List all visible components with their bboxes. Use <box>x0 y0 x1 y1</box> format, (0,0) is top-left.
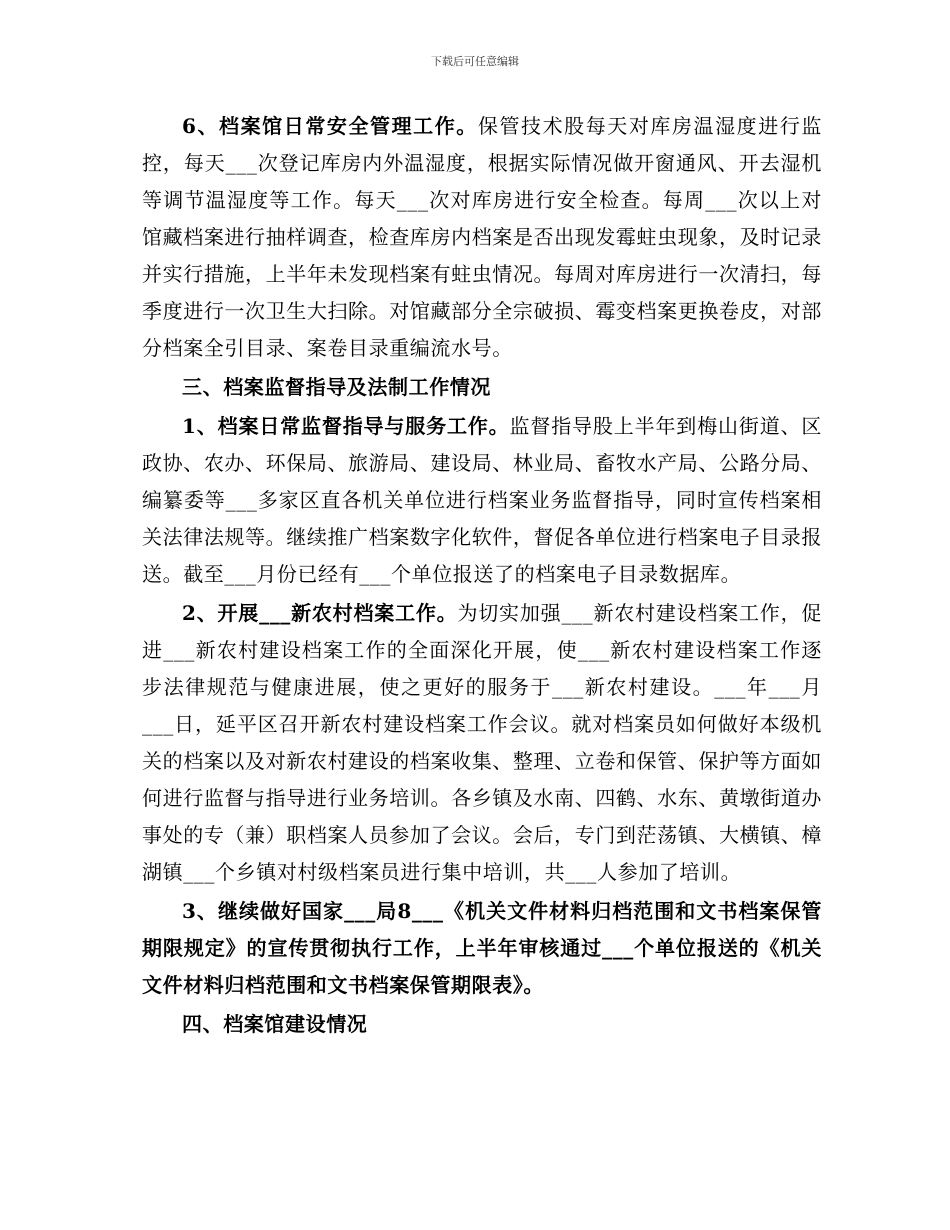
paragraph-lead: 2、开展___新农村档案工作。 <box>182 601 458 625</box>
paragraph-lead: 6、档案馆日常安全管理工作。 <box>182 114 478 138</box>
section-heading-3: 三、档案监督指导及法制工作情况 <box>182 375 491 399</box>
section-heading-4: 四、档案馆建设情况 <box>182 1012 368 1036</box>
paragraph-text: 为切实加强___新农村建设档案工作，促进___新农村建设档案工作的全面深化开展，使___新农村建设档案工作逐步法律规范与健康进展，使之更好的服务于___新农村建设。___年___月___日，延平区召开新农村建设档案工作会议。就对档案员如何做好本级机关的档案以及对新农村建设的档案收集、整理、立卷和保管、保护等方面如何进行监督与指导进行业务培训。各乡镇及水南、四鹤、水东、黄墩街道办事处的专（兼）职档案人员参加了会议。会后，专门到茫荡镇、大横镇、樟湖镇___个乡镇对村级档案员进行集中培训，共___人参加了培训。 <box>142 601 822 884</box>
paragraph-supervision <box>142 408 822 593</box>
page-header: 下载后可任意编辑 <box>431 55 519 68</box>
paragraph-national-rules <box>142 893 822 1004</box>
paragraph-lead: 1、档案日常监督指导与服务工作。 <box>182 414 510 438</box>
paragraph-text: 监督指导股上半年到梅山街道、区政协、农办、环保局、旅游局、建设局、林业局、畜牧水产局、公路分局、编纂委等___多家区直各机关单位进行档案业务监督指导，同时宣传档案相关法律法规等。继续推广档案数字化软件，督促各单位进行档案电子目录报送。截至___月份已经有___个单位报送了的档案电子目录数据库。 <box>142 414 823 586</box>
paragraph-new-rural <box>142 595 822 891</box>
paragraph-text: 保管技术股每天对库房温湿度进行监控，每天___次登记库房内外温湿度，根据实际情况做开窗通风、开去湿机等调节温湿度等工作。每天___次对库房进行安全检查。每周___次以上对馆藏档案进行抽样调查，检查库房内档案是否出现发霉蛀虫现象，及时记录并实行措施，上半年未发现档案有蛀虫情况。每周对库房进行一次清扫，每季度进行一次卫生大扫除。对馆藏部分全宗破损、霉变档案更换卷皮，对部分档案全引目录、案卷目录重编流水号。 <box>142 114 822 360</box>
paragraph-lead: 3、继续做好国家___局8___《机关文件材料归档范围和文书档案保管期限规定》的宣传贯彻执行工作，上半年审核通过___个单位报送的《机关文件材料归档范围和文书档案保管期限表》。 <box>142 899 822 997</box>
paragraph-archive-safety <box>142 108 822 367</box>
document-body <box>142 108 822 1045</box>
